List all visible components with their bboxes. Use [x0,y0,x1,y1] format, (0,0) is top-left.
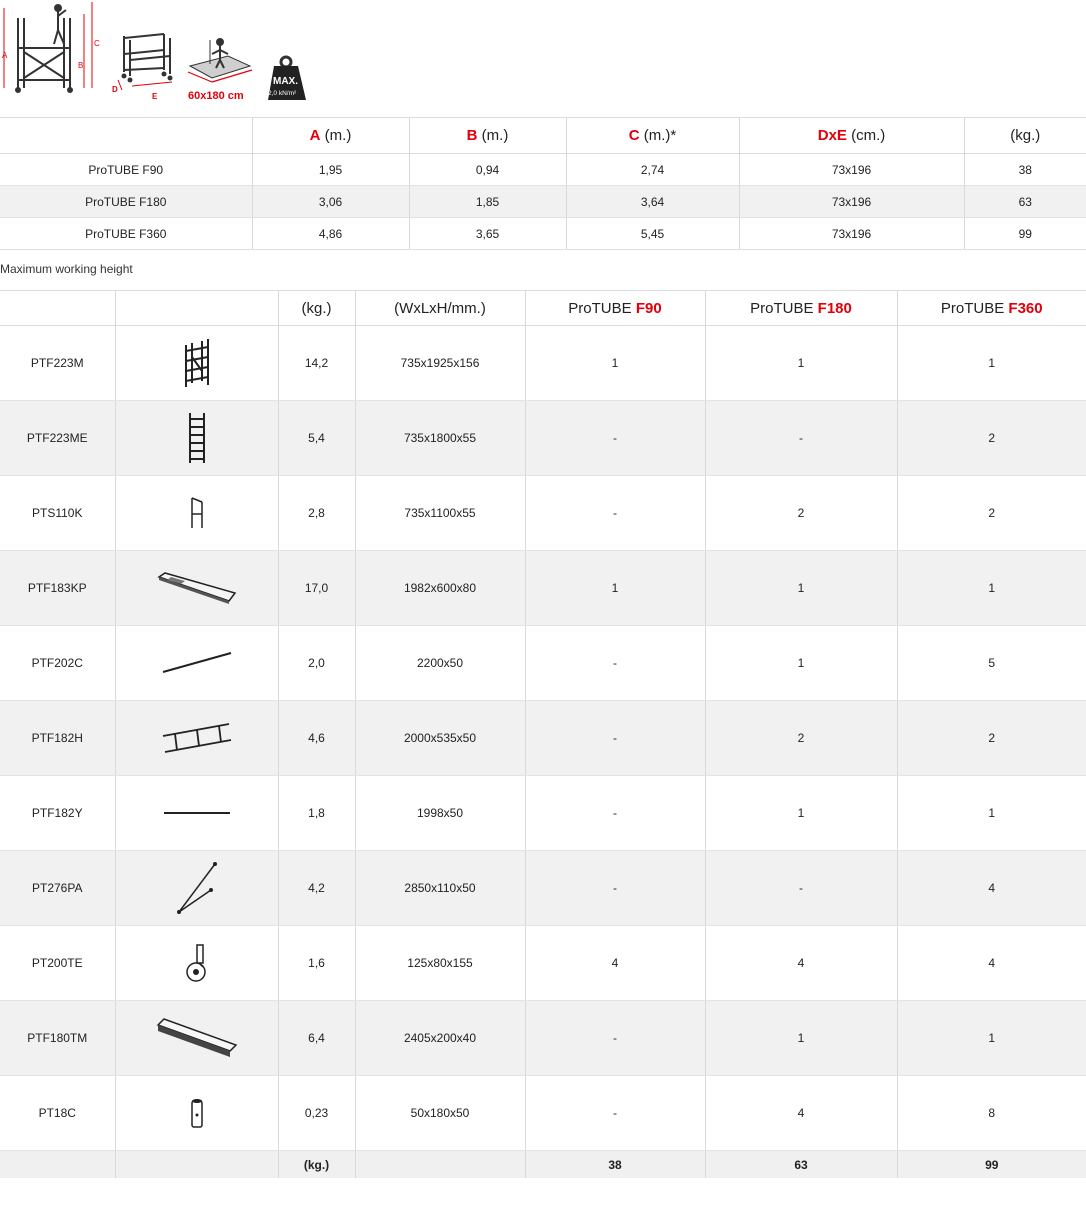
part-qty-f180: 4 [705,926,897,1001]
parts-header-dims: (WxLxH/mm.) [355,291,525,326]
part-code: PTF182Y [0,776,115,851]
parts-header-f360: ProTUBE F360 [897,291,1086,326]
parts-row [0,551,1086,626]
part-qty-f180: 1 [705,551,897,626]
part-image [115,626,278,701]
parts-header-weight: (kg.) [278,291,355,326]
part-image [115,551,278,626]
specs-header-row [0,118,1086,154]
part-code: PTF183KP [0,551,115,626]
part-qty-f360: 1 [897,1001,1086,1076]
specs-dxe-cell: 73x196 [739,154,964,186]
total-empty-cell [0,1151,115,1179]
part-weight: 14,2 [278,326,355,401]
part-qty-f90: - [525,626,705,701]
specs-a-cell: 1,95 [252,154,409,186]
part-image [115,1001,278,1076]
short-frame-icon [189,496,205,530]
part-qty-f360: 4 [897,926,1086,1001]
part-qty-f180: 2 [705,701,897,776]
specs-b-cell: 0,94 [409,154,566,186]
part-image [115,851,278,926]
specs-header-model [0,118,252,154]
specs-c-cell: 3,64 [566,186,739,218]
part-code: PTS110K [0,476,115,551]
parts-total-row [0,1151,1086,1179]
horizontal-brace-frame-icon [161,722,233,754]
part-dimensions: 1998x50 [355,776,525,851]
parts-header-code [0,291,115,326]
part-weight: 6,4 [278,1001,355,1076]
max-load-icon [262,0,314,104]
castor-wheel-icon [185,943,209,983]
part-dimensions: 125x80x155 [355,926,525,1001]
part-dimensions: 735x1800x55 [355,401,525,476]
coupler-icon [190,1097,204,1129]
specs-c-cell: 2,74 [566,154,739,186]
toe-board-icon [156,1017,238,1059]
stabiliser-icon [175,860,219,916]
specs-header-kg: (kg.) [964,118,1086,154]
specs-model-cell: ProTUBE F180 [0,186,252,218]
dim-c-label: C [94,39,100,48]
part-qty-f180: 1 [705,326,897,401]
dim-a-label: A [2,51,8,60]
total-f90: 38 [525,1151,705,1179]
working-height-note: Maximum working height [0,262,133,276]
parts-row [0,851,1086,926]
specs-header-b: B (m.) [409,118,566,154]
part-qty-f180: 2 [705,476,897,551]
part-image [115,926,278,1001]
horizontal-brace-icon [162,809,232,817]
parts-row [0,1076,1086,1151]
parts-row [0,926,1086,1001]
part-dimensions: 2850x110x50 [355,851,525,926]
platform-hatch-icon [157,571,237,605]
parts-header-f180: ProTUBE F180 [705,291,897,326]
specs-row [0,186,1086,218]
part-qty-f90: - [525,1076,705,1151]
part-qty-f180: - [705,401,897,476]
specs-dxe-cell: 73x196 [739,218,964,250]
part-code: PT18C [0,1076,115,1151]
dim-e-label: E [152,92,158,100]
part-image [115,1076,278,1151]
part-weight: 4,2 [278,851,355,926]
part-qty-f180: 1 [705,1001,897,1076]
part-qty-f90: - [525,401,705,476]
part-weight: 2,0 [278,626,355,701]
total-label: (kg.) [278,1151,355,1179]
part-dimensions: 50x180x50 [355,1076,525,1151]
part-image [115,326,278,401]
tower-base-icon [108,0,180,100]
part-qty-f90: - [525,851,705,926]
part-code: PTF180TM [0,1001,115,1076]
specs-a-cell: 3,06 [252,186,409,218]
total-f180: 63 [705,1151,897,1179]
parts-row [0,626,1086,701]
part-dimensions: 2405x200x40 [355,1001,525,1076]
part-qty-f360: 5 [897,626,1086,701]
parts-header-f90: ProTUBE F90 [525,291,705,326]
specs-model-cell: ProTUBE F90 [0,154,252,186]
part-qty-f90: - [525,1001,705,1076]
part-qty-f180: 4 [705,1076,897,1151]
part-qty-f180: 1 [705,626,897,701]
part-weight: 2,8 [278,476,355,551]
parts-header-row [0,291,1086,326]
part-weight: 17,0 [278,551,355,626]
specs-a-cell: 4,86 [252,218,409,250]
platform-size-label: 60x180 cm [188,90,244,102]
part-qty-f180: 1 [705,776,897,851]
specs-table [0,117,1086,250]
part-qty-f90: - [525,476,705,551]
part-qty-f360: 4 [897,851,1086,926]
specs-c-cell: 5,45 [566,218,739,250]
part-weight: 1,6 [278,926,355,1001]
part-qty-f360: 2 [897,476,1086,551]
part-image [115,476,278,551]
part-qty-f90: 1 [525,326,705,401]
specs-header-a: A (m.) [252,118,409,154]
part-weight: 4,6 [278,701,355,776]
part-code: PT276PA [0,851,115,926]
parts-row [0,701,1086,776]
specs-kg-cell: 63 [964,186,1086,218]
total-empty-cell [115,1151,278,1179]
part-code: PTF223M [0,326,115,401]
part-qty-f90: - [525,776,705,851]
part-dimensions: 735x1100x55 [355,476,525,551]
part-qty-f360: 1 [897,326,1086,401]
part-qty-f180: - [705,851,897,926]
specs-kg-cell: 38 [964,154,1086,186]
part-qty-f360: 1 [897,776,1086,851]
product-icons-strip [0,0,1086,112]
platform-size-icon [186,0,258,104]
parts-header-image [115,291,278,326]
part-qty-f90: - [525,701,705,776]
parts-row [0,1001,1086,1076]
part-qty-f90: 1 [525,551,705,626]
part-image [115,401,278,476]
parts-row [0,476,1086,551]
part-code: PTF202C [0,626,115,701]
total-empty-cell [355,1151,525,1179]
parts-row [0,326,1086,401]
part-qty-f90: 4 [525,926,705,1001]
part-dimensions: 2200x50 [355,626,525,701]
parts-table [0,290,1086,1178]
ladder-frame-icon [182,337,212,389]
specs-row [0,154,1086,186]
tower-dimensions-icon [0,0,105,100]
specs-header-c: C (m.)* [566,118,739,154]
part-qty-f360: 1 [897,551,1086,626]
part-code: PT200TE [0,926,115,1001]
part-weight: 5,4 [278,401,355,476]
specs-dxe-cell: 73x196 [739,186,964,218]
specs-kg-cell: 99 [964,218,1086,250]
part-dimensions: 735x1925x156 [355,326,525,401]
specs-row [0,218,1086,250]
dim-b-label: B [78,61,84,70]
part-weight: 0,23 [278,1076,355,1151]
diagonal-brace-icon [161,650,233,676]
part-qty-f360: 2 [897,401,1086,476]
part-image [115,776,278,851]
part-code: PTF223ME [0,401,115,476]
specs-b-cell: 1,85 [409,186,566,218]
part-dimensions: 1982x600x80 [355,551,525,626]
max-label: MAX. [273,76,298,87]
part-qty-f360: 8 [897,1076,1086,1151]
parts-row [0,401,1086,476]
dim-d-label: D [112,85,118,94]
part-dimensions: 2000x535x50 [355,701,525,776]
part-code: PTF182H [0,701,115,776]
part-weight: 1,8 [278,776,355,851]
part-qty-f360: 2 [897,701,1086,776]
load-label: 2,0 kN/m² [268,90,297,97]
total-f360: 99 [897,1151,1086,1179]
specs-model-cell: ProTUBE F360 [0,218,252,250]
parts-row [0,776,1086,851]
specs-header-dxe: DxE (cm.) [739,118,964,154]
part-image [115,701,278,776]
ladder-icon [187,411,207,465]
specs-b-cell: 3,65 [409,218,566,250]
